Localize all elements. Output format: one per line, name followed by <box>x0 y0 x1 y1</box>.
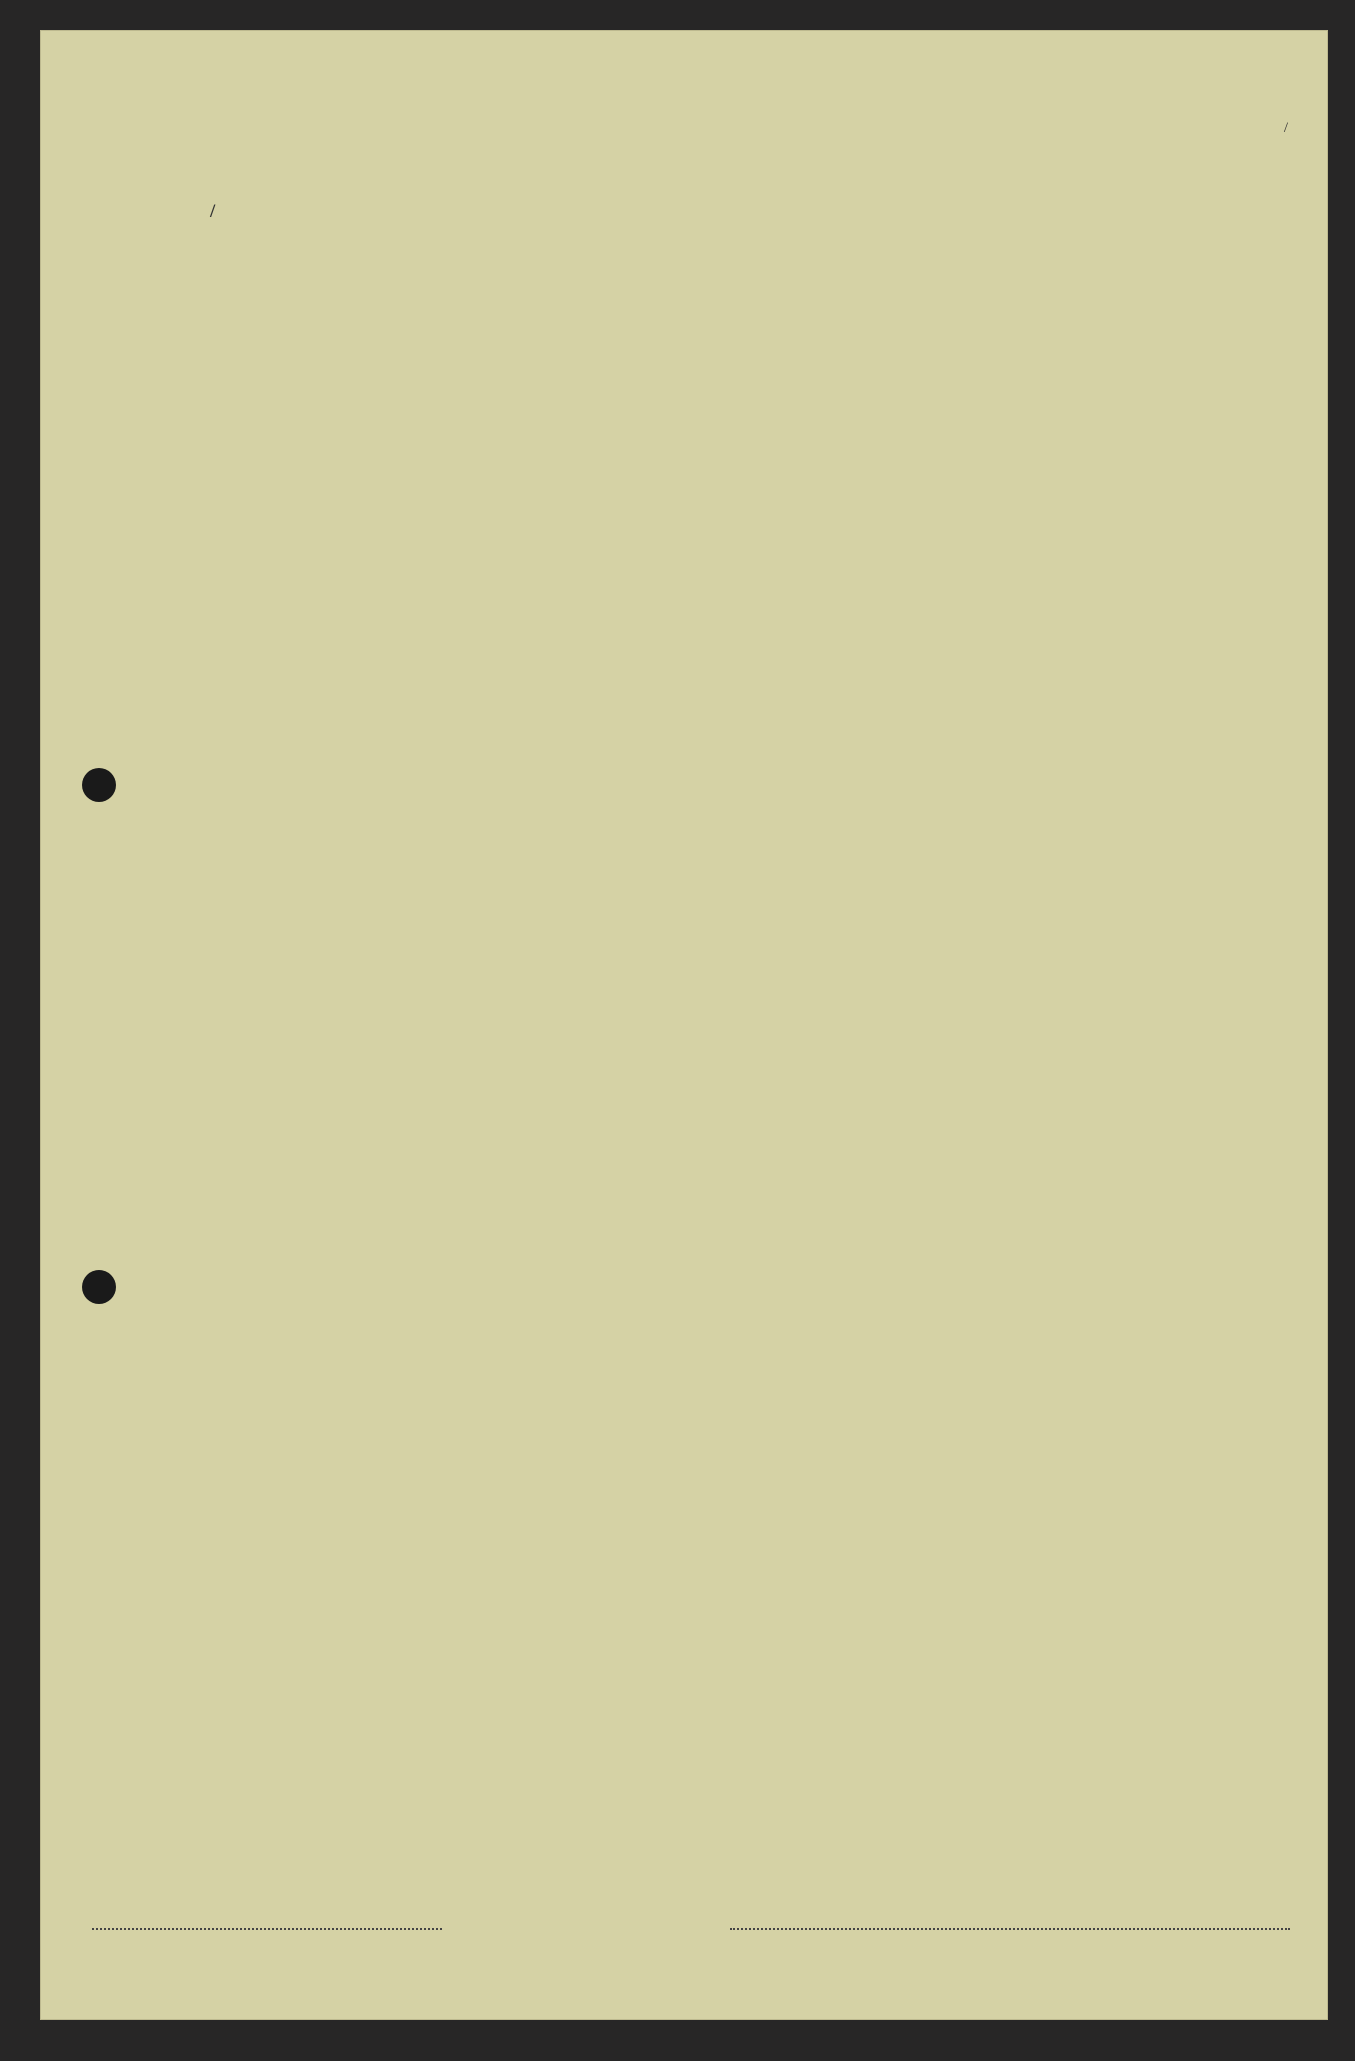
date-line: / <box>210 201 216 222</box>
punch-hole <box>82 768 116 802</box>
serial-number: / <box>1283 120 1288 136</box>
commander-line <box>730 1928 1290 1930</box>
despatch-line <box>92 1928 442 1930</box>
form-sheet <box>40 30 1328 2020</box>
punch-hole <box>82 1270 116 1304</box>
form-grid <box>40 30 1328 2020</box>
